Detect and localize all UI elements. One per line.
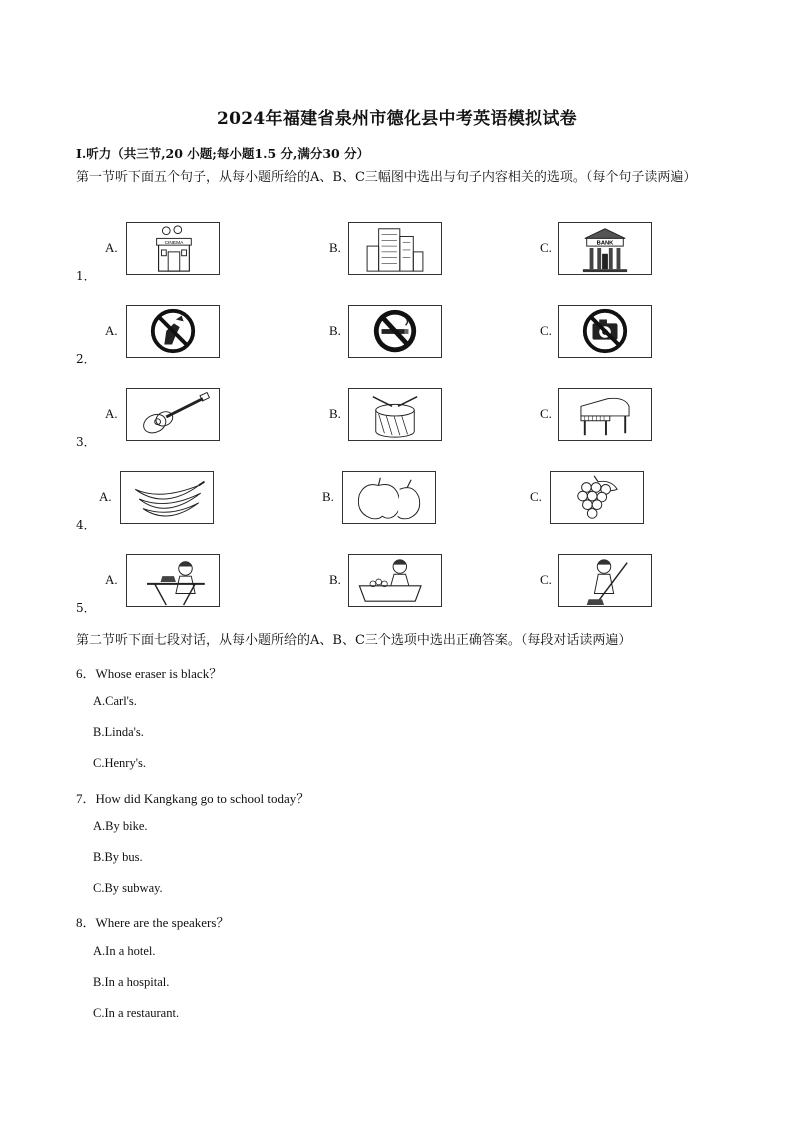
answer-option[interactable]: A.In a hotel.	[93, 944, 156, 958]
page-title: 2024年福建省泉州市德化县中考英语模拟试卷	[217, 109, 577, 129]
option-letter: A.	[105, 323, 118, 338]
part1-instruction: 第一节听下面五个句子，从每小题所给的A、B、C三幅图中选出与句子内容相关的选项。（每个句子读两遍）	[76, 170, 697, 185]
option-letter: C.	[540, 572, 552, 587]
answer-option[interactable]: C.By subway.	[93, 881, 163, 895]
apples-icon[interactable]	[342, 471, 436, 524]
option-letter: C.	[540, 323, 552, 338]
option-letter: B.	[329, 323, 341, 338]
option-letter: A.	[105, 406, 118, 421]
question-number: 5．	[76, 601, 96, 615]
answer-option[interactable]: C.In a restaurant.	[93, 1006, 180, 1020]
section-heading: I.听力（共三节,20 小题;每小题1.5 分,满分30 分）	[76, 146, 370, 161]
option-letter: B.	[329, 406, 341, 421]
option-letter: C.	[540, 406, 552, 421]
piano-icon[interactable]	[558, 388, 652, 441]
option-letter: C.	[530, 489, 542, 504]
bananas-icon[interactable]	[120, 471, 214, 524]
option-letter: A.	[105, 240, 118, 255]
option-letter: A.	[105, 572, 118, 587]
answer-option[interactable]: C.Henry's.	[93, 756, 146, 770]
question-number: 3．	[76, 435, 96, 449]
girl-sweeping-icon[interactable]	[558, 554, 652, 607]
question-number: 4．	[76, 518, 96, 532]
answer-option[interactable]: A.Carl's.	[93, 694, 137, 708]
no-littering-icon[interactable]	[126, 305, 220, 358]
girl-washing-clothes-icon[interactable]	[348, 554, 442, 607]
question-7: 7．How did Kangkang go to school today？	[76, 791, 310, 806]
option-letter: C.	[540, 240, 552, 255]
grapes-icon[interactable]	[550, 471, 644, 524]
guitar-icon[interactable]	[126, 388, 220, 441]
question-8: 8．Where are the speakers？	[76, 915, 230, 930]
answer-option[interactable]: A.By bike.	[93, 819, 148, 833]
girl-ironing-icon[interactable]	[126, 554, 220, 607]
option-letter: A.	[99, 489, 112, 504]
office-building-icon[interactable]	[348, 222, 442, 275]
question-number: 2．	[76, 352, 96, 366]
question-6: 6．Whose eraser is black？	[76, 666, 223, 681]
drum-icon[interactable]	[348, 388, 442, 441]
part2-instruction: 第二节听下面七段对话，从每小题所给的A、B、C三个选项中选出正确答案。（每段对话读两遍）	[76, 633, 632, 648]
answer-option[interactable]: B.Linda's.	[93, 725, 144, 739]
no-smoking-icon[interactable]	[348, 305, 442, 358]
option-letter: B.	[329, 240, 341, 255]
no-photography-icon[interactable]	[558, 305, 652, 358]
answer-option[interactable]: B.In a hospital.	[93, 975, 170, 989]
bank-sign-text: BANK	[596, 240, 614, 247]
bank-building-icon[interactable]	[558, 222, 652, 275]
question-number: 1．	[76, 269, 96, 283]
answer-option[interactable]: B.By bus.	[93, 850, 143, 864]
cinema-sign-text: CINEMA	[164, 241, 184, 247]
cinema-building-icon[interactable]	[126, 222, 220, 275]
option-letter: B.	[329, 572, 341, 587]
option-letter: B.	[322, 489, 334, 504]
